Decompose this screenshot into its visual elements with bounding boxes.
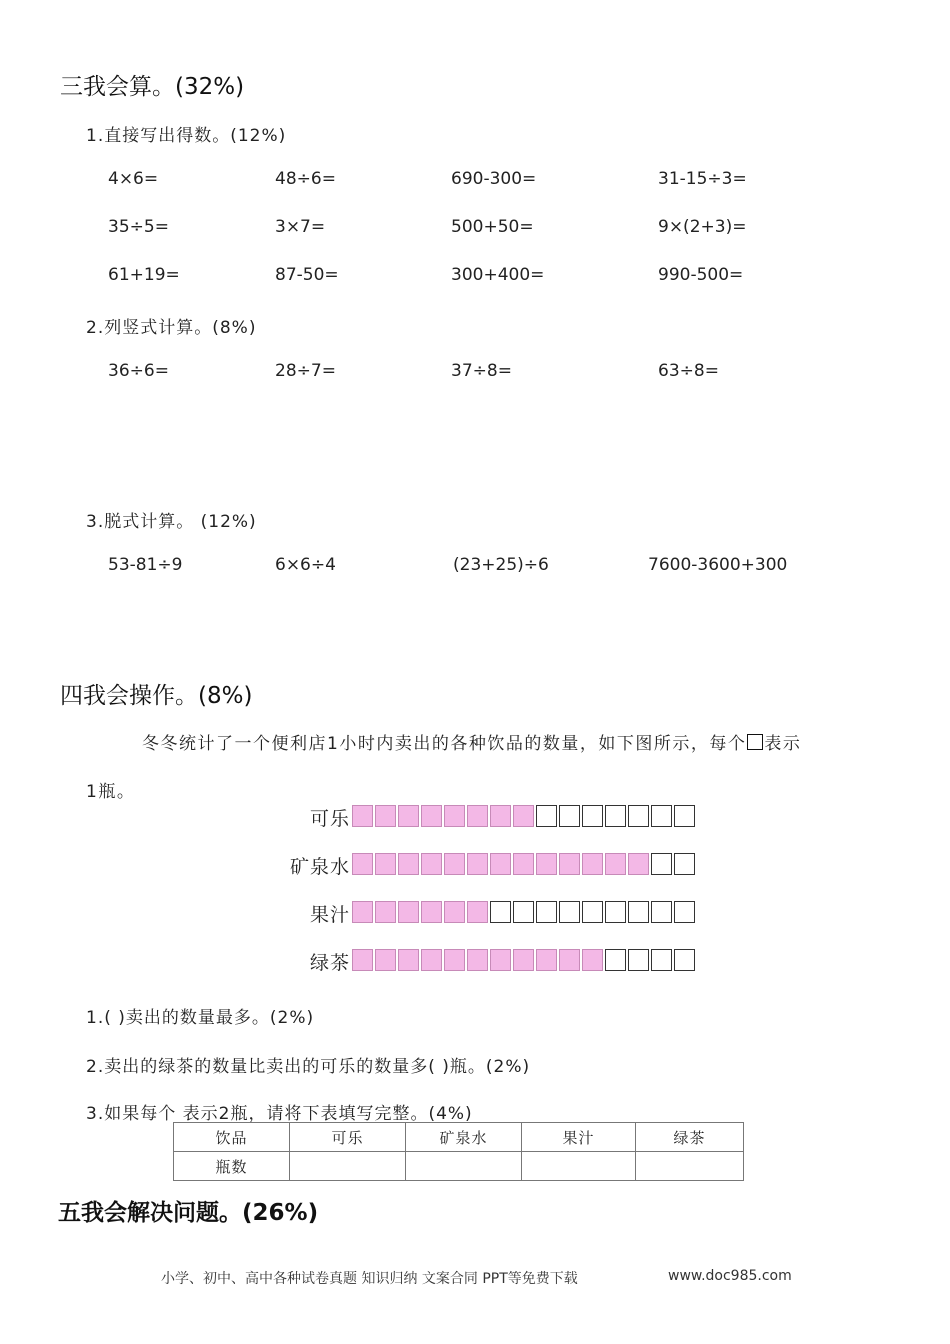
equation: 500+50= <box>451 217 534 237</box>
chart-box-empty <box>536 805 557 827</box>
footer-text: 小学、初中、高中各种试卷真题 知识归纳 文案合同 PPT等免费下载 <box>161 1271 578 1287</box>
chart-bar-cola <box>352 805 697 827</box>
equation: 36÷6= <box>108 361 169 381</box>
section4-title: 四我会操作。(8%) <box>60 683 253 709</box>
table-header-row <box>174 1123 744 1152</box>
chart-box-empty <box>628 805 649 827</box>
equation: 300+400= <box>451 265 545 285</box>
chart-box-empty <box>651 805 672 827</box>
chart-box-filled <box>536 949 557 971</box>
chart-bar-mineral-water <box>352 853 697 875</box>
equation: 61+19= <box>108 265 180 285</box>
equation: 9×(2+3)= <box>658 217 747 237</box>
section4-intro-line2: 1瓶。 <box>86 782 136 802</box>
chart-box-empty <box>490 901 511 923</box>
chart-box-filled <box>421 949 442 971</box>
chart-box-filled <box>536 853 557 875</box>
chart-box-filled <box>398 949 419 971</box>
table-header-cell: 饮品 <box>174 1123 290 1152</box>
section4-intro <box>142 729 801 754</box>
chart-box-empty <box>651 901 672 923</box>
chart-box-empty <box>605 949 626 971</box>
section4-q1: 1.( )卖出的数量最多。(2%) <box>86 1008 315 1028</box>
chart-box-filled <box>444 949 465 971</box>
intro-text-after: 表示 <box>764 734 802 754</box>
chart-box-filled <box>421 853 442 875</box>
chart-box-filled <box>628 853 649 875</box>
equation: 690-300= <box>451 169 537 189</box>
chart-category-label: 矿泉水 <box>289 856 350 878</box>
chart-box-filled <box>490 949 511 971</box>
answer-cell[interactable] <box>290 1152 406 1181</box>
chart-box-filled <box>375 901 396 923</box>
expression: 53-81÷9 <box>108 555 183 575</box>
chart-box-filled <box>559 949 580 971</box>
chart-box-empty <box>536 901 557 923</box>
chart-box-empty <box>674 949 695 971</box>
chart-box-filled <box>421 901 442 923</box>
chart-box-filled <box>467 805 488 827</box>
chart-box-empty <box>651 853 672 875</box>
table-header-cell: 绿茶 <box>636 1123 744 1152</box>
table-header-cell: 可乐 <box>290 1123 406 1152</box>
chart-box-filled <box>444 805 465 827</box>
chart-box-filled <box>398 901 419 923</box>
equation: 63÷8= <box>658 361 719 381</box>
section5-title: 五我会解决问题。(26%) <box>58 1200 319 1226</box>
chart-box-empty <box>651 949 672 971</box>
chart-box-empty <box>582 901 603 923</box>
chart-box-filled <box>375 949 396 971</box>
chart-box-filled <box>605 853 626 875</box>
table-header-cell: 矿泉水 <box>406 1123 522 1152</box>
chart-bar-green-tea <box>352 949 697 971</box>
expression: 6×6÷4 <box>275 555 336 575</box>
chart-box-filled <box>375 853 396 875</box>
chart-box-empty <box>674 805 695 827</box>
q1-title: 1.直接写出得数。(12%) <box>86 126 287 146</box>
chart-box-filled <box>352 805 373 827</box>
expression: (23+25)÷6 <box>453 555 549 575</box>
chart-category-label: 果汁 <box>309 904 350 926</box>
square-icon <box>747 734 763 750</box>
chart-box-filled <box>444 901 465 923</box>
chart-box-empty <box>628 901 649 923</box>
answer-cell[interactable] <box>522 1152 636 1181</box>
section4-q2: 2.卖出的绿茶的数量比卖出的可乐的数量多( )瓶。(2%) <box>86 1057 531 1077</box>
chart-box-empty <box>628 949 649 971</box>
chart-bar-juice <box>352 901 697 923</box>
equation: 48÷6= <box>275 169 336 189</box>
chart-box-filled <box>559 853 580 875</box>
equation: 4×6= <box>108 169 159 189</box>
section3-title: 三我会算。(32%) <box>60 74 245 100</box>
chart-box-filled <box>467 949 488 971</box>
chart-box-filled <box>513 853 534 875</box>
chart-box-empty <box>559 901 580 923</box>
equation: 3×7= <box>275 217 326 237</box>
chart-category-label: 绿茶 <box>309 952 350 974</box>
drink-count-table <box>173 1122 744 1181</box>
chart-box-filled <box>352 901 373 923</box>
equation: 87-50= <box>275 265 339 285</box>
chart-box-filled <box>582 949 603 971</box>
table-header-cell: 果汁 <box>522 1123 636 1152</box>
chart-box-empty <box>605 901 626 923</box>
chart-box-filled <box>352 853 373 875</box>
footer-site[interactable]: www.doc985.com <box>668 1268 792 1284</box>
chart-box-empty <box>674 853 695 875</box>
equation: 35÷5= <box>108 217 169 237</box>
chart-box-filled <box>467 853 488 875</box>
equation: 31-15÷3= <box>658 169 747 189</box>
chart-box-filled <box>467 901 488 923</box>
chart-box-empty <box>513 901 534 923</box>
chart-box-filled <box>398 805 419 827</box>
chart-box-empty <box>559 805 580 827</box>
chart-box-filled <box>490 853 511 875</box>
expression: 7600-3600+300 <box>648 555 788 575</box>
q3-title: 3.脱式计算。 (12%) <box>86 512 257 532</box>
table-row <box>174 1152 744 1181</box>
section4-q3: 3.如果每个 表示2瓶，请将下表填写完整。(4%) <box>86 1104 473 1124</box>
chart-box-empty <box>582 805 603 827</box>
chart-box-filled <box>352 949 373 971</box>
chart-box-empty <box>674 901 695 923</box>
chart-box-filled <box>513 949 534 971</box>
chart-box-filled <box>398 853 419 875</box>
answer-cell[interactable] <box>406 1152 522 1181</box>
chart-box-filled <box>375 805 396 827</box>
q2-title: 2.列竖式计算。(8%) <box>86 318 257 338</box>
equation: 28÷7= <box>275 361 336 381</box>
equation: 990-500= <box>658 265 744 285</box>
chart-category-label: 可乐 <box>309 808 350 830</box>
intro-text-before: 冬冬统计了一个便利店1小时内卖出的各种饮品的数量，如下图所示，每个 <box>142 734 747 754</box>
chart-box-filled <box>513 805 534 827</box>
chart-box-filled <box>421 805 442 827</box>
chart-box-empty <box>605 805 626 827</box>
chart-box-filled <box>444 853 465 875</box>
table-row-label: 瓶数 <box>174 1152 290 1181</box>
chart-box-filled <box>582 853 603 875</box>
equation: 37÷8= <box>451 361 512 381</box>
chart-box-filled <box>490 805 511 827</box>
answer-cell[interactable] <box>636 1152 744 1181</box>
